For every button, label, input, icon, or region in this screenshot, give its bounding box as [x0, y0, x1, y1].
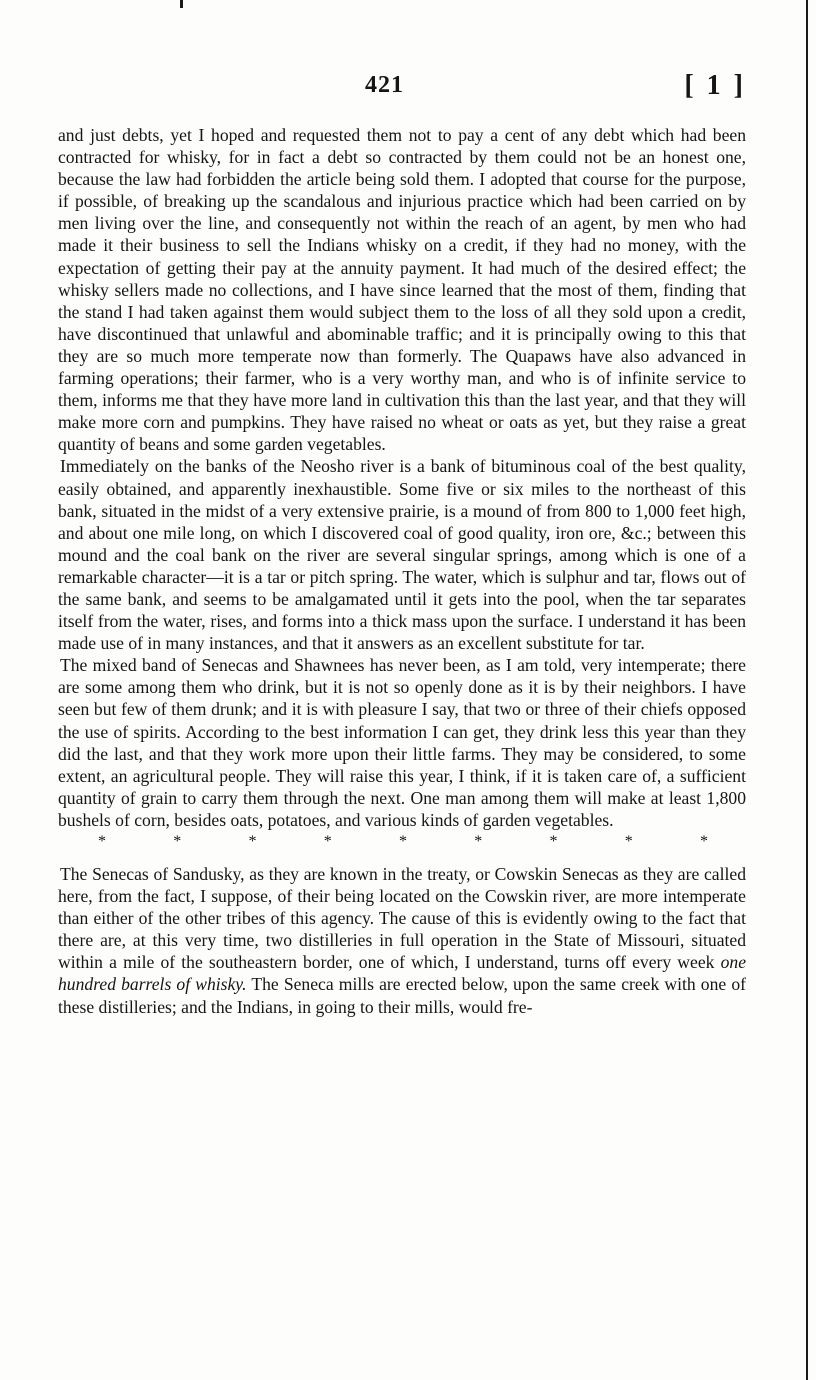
- italic-phrase: one hundred barrels of whisky.: [58, 952, 746, 995]
- separator-star: *: [700, 833, 708, 850]
- page-header: [60, 72, 750, 112]
- separator-star: *: [173, 833, 182, 850]
- separator-star: *: [549, 833, 558, 850]
- separator-star: *: [474, 833, 483, 850]
- page-number: 421: [365, 72, 404, 98]
- body-text: [58, 124, 746, 1018]
- separator-star: *: [98, 833, 106, 850]
- separator-star: *: [399, 833, 407, 850]
- separator-star: *: [248, 833, 257, 850]
- paragraph-text-start: The Senecas of Sandusky, as they are known in the treaty, or Cowskin Senecas as they are called here, from the fact, I suppose, of their being located on the Cowskin river, are more intemperate than either of the other tribes of this agency. The cause of this is evidently owing to the fact that there are, at this very time, two distilleries in full operation in the State of Missouri, situated within a mile of the southeastern border, one of which, I understand, turns off every week: [58, 864, 746, 973]
- separator-star: *: [323, 833, 332, 850]
- paragraph-coal-springs: Immediately on the banks of the Neosho river is a bank of bituminous coal of the best quality, easily obtained, and apparently inexhaustible. Some five or six miles to the northeast of this bank, situated in the midst of a very extensive prairie, is a mound of from 800 to 1,000 feet high, and about one mile long, on which I discovered coal of good quality, iron ore, &c.; between this mound and the coal bank on the river are several singular springs, among which is one of a remarkable character—it is a tar or pitch spring. The water, which is sulphur and tar, flows out of the same bank, and seems to be amalgamated until it gets into the pool, when the tar separates itself from the water, rises, and forms into a thick mass upon the surface. I understand it has been made use of in many instances, and that it answers as an excellent substitute for tar.: [58, 456, 746, 654]
- section-separator: [58, 831, 746, 853]
- paragraph-senecas-shawnees: The mixed band of Senecas and Shawnees has never been, as I am told, very intemperate; there are some among them who drink, but it is not so openly done as it is by their neighbors. I have seen but few of them drunk; and it is with pleasure I say, that two or three of their chiefs opposed the use of spirits. According to the best information I can get, they drink less this year than they did the last, and that they work more upon their little farms. They may be considered, to some extent, an agricultural people. They will raise this year, I think, if it is taken care of, a sufficient quantity of grain to carry them through the next. One man among them will make at least 1,800 bushels of corn, besides oats, potatoes, and various kinds of garden vegetables.: [58, 655, 746, 830]
- paragraph-senecas-sandusky: [58, 863, 746, 1018]
- separator-star: *: [624, 833, 633, 850]
- paragraph-text-end: The Seneca mills are erected below, upon the same creek with one of these distilleries; and the Indians, in going to their mills, would fre-: [58, 974, 746, 1017]
- paragraph-continued: and just debts, yet I hoped and requested them not to pay a cent of any debt which had been contracted for whisky, for in fact a debt so contracted by them could not be an honest one, because the law had forbidden the article being sold them. I adopted that course for the purpose, if possible, of breaking up the scandalous and injurious practice which had been carried on by men living over the line, and consequently not within the reach of an agent, by men who had made it their business to sell the Indians whisky on a credit, if they had no money, with the expectation of getting their pay at the annuity payment. It had much of the desired effect; the whisky sellers made no collections, and I have since learned that the most of them, finding that the stand I had taken against them would subject them to the loss of all they sold upon a credit, have discontinued that unlawful and abominable traffic; and it is principally owing to this that they are so much more temperate now than formerly. The Quapaws have also advanced in farming operations; their farmer, who is a very worthy man, and who is of infinite service to them, informs me that they have more land in cultivation this than the last year, and that they will make more corn and pumpkins. They have raised no wheat or oats as yet, but they raise a great quantity of beans and some garden vegetables.: [58, 125, 746, 455]
- document-number: [ 1 ]: [684, 70, 746, 101]
- top-edge-mark: [180, 0, 183, 8]
- page-edge-border: [806, 0, 808, 1380]
